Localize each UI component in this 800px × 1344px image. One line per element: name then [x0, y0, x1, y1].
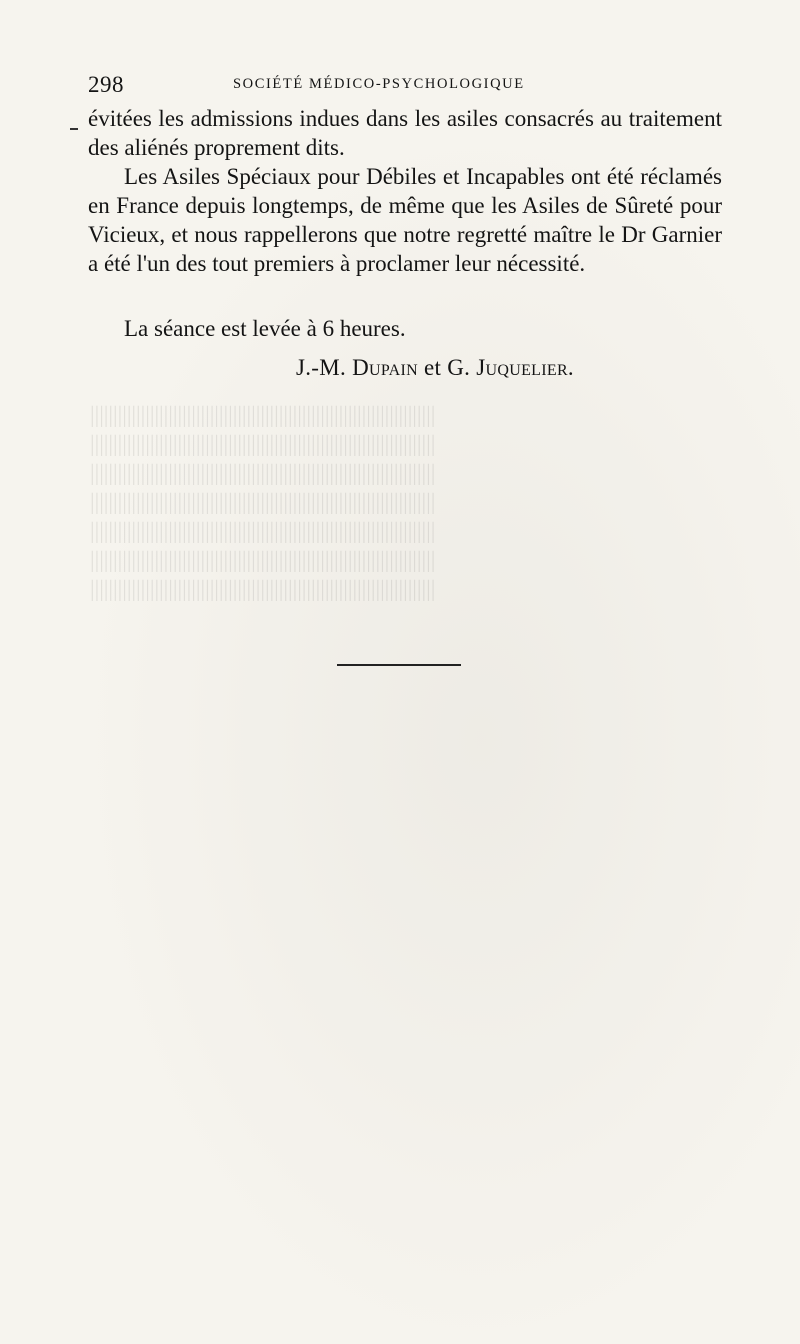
paragraph: évitées les admissions indues dans les asiles consacrés au traitement des aliénés proprement dits.: [88, 106, 722, 160]
paragraph: Les Asiles Spéciaux pour Débiles et Incapables ont été réclamés en France depuis longtemps, de même que les Asiles de Sûreté pour Vicieux, et nous rappellerons que notre regretté maître le Dr Garnier a été l'un des tout premiers à proclamer leur nécessité.: [88, 164, 722, 276]
signature: [296, 355, 574, 381]
signature-author-1: Dupain: [352, 355, 418, 380]
session-closing: La séance est levée à 6 heures.: [124, 316, 406, 341]
signature-author-2: Juquelier.: [476, 355, 574, 380]
body-text: [88, 104, 722, 278]
page-header: [88, 72, 728, 100]
page-number: 298: [88, 72, 124, 97]
signature-prefix: J.-M.: [296, 355, 353, 380]
margin-mark: [70, 128, 78, 130]
show-through-texture: ||||||||||||||||||||||||||||||||||||||||||||||||||||||||||||||||||||||||||| ||||||||||||||||||||||||||||||||||||||||||||||||||||||||||||||||||||||||||| ||||||||||||||||||||||||||||||||||||||||||||||||||||||||||||||||||||||||||| ||||||||||||||||||||||||||||||||||||||||||||||||||||||||||||||||||||||||||| ||||||||||||||||||||||||||||||||||||||||||||||||||||||||||||||||||||||||||| ||||||||||||||||||||||||||||||||||||||||||||||||||||||||||||||||||||||||||| |||||||||||||||||||||||||||||||||||||||||||||||||||||||||||||||||||||||||||: [90, 402, 436, 601]
running-head: SOCIÉTÉ MÉDICO-PSYCHOLOGIQUE: [233, 76, 525, 92]
signature-conjunction: et G.: [417, 355, 477, 380]
section-divider: [337, 664, 461, 666]
